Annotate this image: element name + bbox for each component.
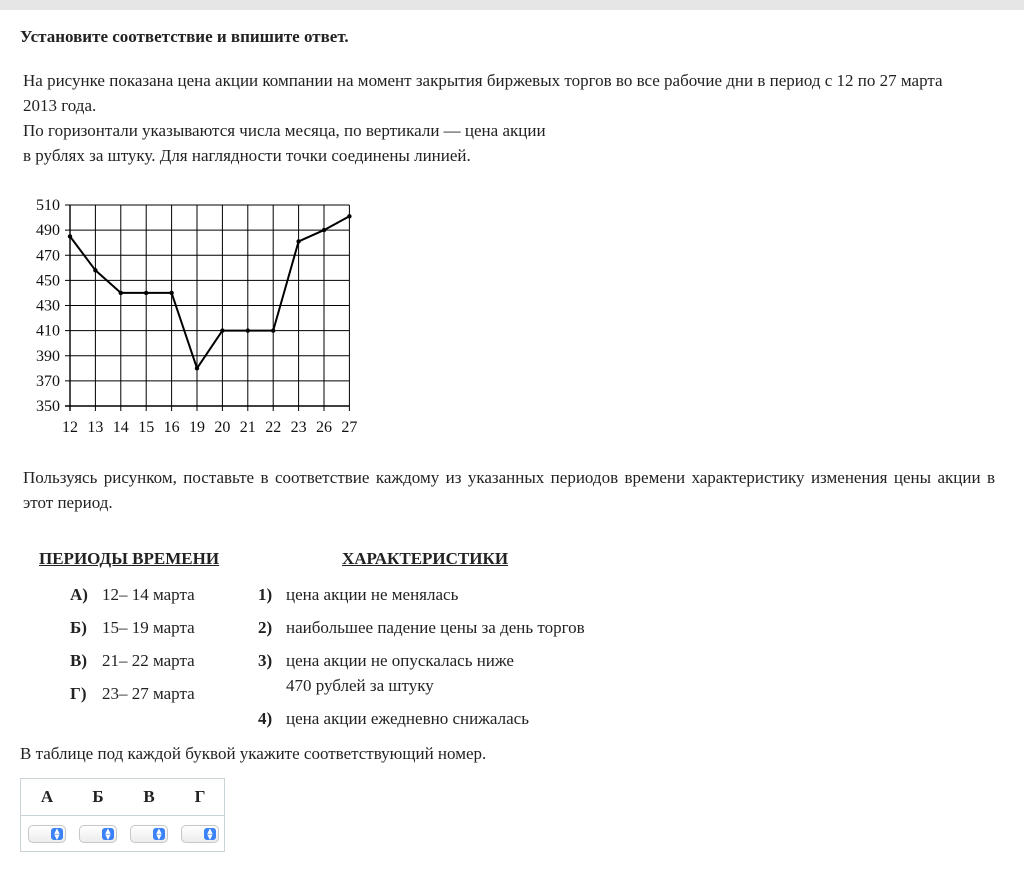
characteristic-text: цена акции ежедневно снижалась <box>286 709 529 728</box>
period-text: 21– 22 марта <box>102 651 195 670</box>
answer-label-v: В <box>143 787 155 806</box>
intro-text <box>23 68 1013 168</box>
stepper-arrows-icon: ▲ ▼ <box>51 828 63 840</box>
x-tick-label: 13 <box>87 419 104 436</box>
x-tick-label: 14 <box>112 419 129 436</box>
characteristic-4 <box>286 706 529 731</box>
characteristic-number: 2) <box>258 618 273 637</box>
period-text: 23– 27 марта <box>102 684 195 703</box>
x-tick-label: 20 <box>214 419 231 436</box>
period-letter: А) <box>70 585 88 604</box>
y-tick-label: 370 <box>36 372 60 390</box>
characteristic-number: 1) <box>258 585 273 604</box>
y-tick-label: 350 <box>36 398 60 415</box>
x-tick-label: 23 <box>290 419 307 436</box>
answer-table <box>20 778 225 852</box>
characteristic-text: цена акции не менялась <box>286 585 459 604</box>
period-letter: В) <box>70 651 87 670</box>
period-letter: Б) <box>70 618 87 637</box>
characteristic-1 <box>286 582 458 607</box>
data-point <box>169 291 173 295</box>
data-point <box>220 328 224 332</box>
intro-line-2: 2013 года. <box>23 96 97 115</box>
characteristic-text: цена акции не опускалась ниже <box>286 651 514 670</box>
x-tick-label: 19 <box>189 419 205 436</box>
period-b <box>70 618 195 638</box>
x-tick-labels <box>62 419 357 436</box>
x-tick-label: 12 <box>62 419 78 436</box>
stock-price-chart <box>20 190 365 440</box>
data-point <box>144 291 148 295</box>
period-g <box>70 684 195 704</box>
x-tick-label: 16 <box>163 419 180 436</box>
characteristic-text: наибольшее падение цены за день торгов <box>286 618 585 637</box>
data-point <box>195 366 199 370</box>
period-v <box>70 651 195 671</box>
characteristic-number: 4) <box>258 709 273 728</box>
x-tick-label: 21 <box>239 419 256 436</box>
instruction-text: В таблице под каждой буквой укажите соответствующий номер. <box>20 744 487 763</box>
period-text: 12– 14 марта <box>102 585 195 604</box>
x-tick-label: 27 <box>341 419 358 436</box>
stepper-arrows-icon: ▲ ▼ <box>153 828 165 840</box>
intro-line-1: На рисунке показана цена акции компании на момент закрытия биржевых торгов во все рабочие дни в период с 12 по 27 марта <box>23 71 943 90</box>
task-heading: Установите соответствие и впишите ответ. <box>20 27 349 46</box>
y-tick-label: 470 <box>36 247 60 265</box>
intro-line-4: в рублях за штуку. Для наглядности точки соединены линией. <box>23 146 471 165</box>
answer-label-a: А <box>40 787 54 806</box>
answer-label-b: Б <box>92 787 104 806</box>
task-text: Пользуясь рисунком, поставьте в соответствие каждому из указанных периодов времени характеристику изменения цены акции в этот период. <box>23 468 995 512</box>
data-point <box>68 234 72 238</box>
characteristics-header: ХАРАКТЕРИСТИКИ <box>342 549 509 568</box>
characteristic-2 <box>286 615 585 640</box>
price-line <box>70 216 349 368</box>
answer-label-g: Г <box>194 787 206 806</box>
characteristic-3 <box>286 648 514 698</box>
y-tick-labels <box>36 197 60 415</box>
y-tick-label: 510 <box>36 197 60 214</box>
period-text: 15– 19 марта <box>102 618 195 637</box>
intro-line-3: По горизонтали указываются числа месяца, по вертикали — цена акции <box>23 121 546 140</box>
chart-grid <box>65 205 349 411</box>
data-point <box>271 328 275 332</box>
characteristic-number: 3) <box>258 651 273 670</box>
x-tick-label: 26 <box>316 419 332 436</box>
x-tick-label: 22 <box>265 419 282 436</box>
data-point <box>93 268 97 272</box>
stepper-arrows-icon: ▲ ▼ <box>102 828 114 840</box>
period-a <box>70 585 195 605</box>
answer-select-v[interactable] <box>130 825 168 843</box>
periods-header: ПЕРИОДЫ ВРЕМЕНИ <box>39 549 220 568</box>
y-tick-label: 430 <box>36 297 60 315</box>
period-letter: Г) <box>70 684 87 703</box>
data-point <box>246 328 250 332</box>
table-divider <box>21 815 224 816</box>
answer-select-a[interactable] <box>28 825 66 843</box>
data-point <box>347 214 351 218</box>
characteristic-text-line-2: 470 рублей за штуку <box>286 676 434 695</box>
x-tick-label: 15 <box>138 419 155 436</box>
top-bar <box>0 0 1024 10</box>
data-point <box>322 228 326 232</box>
y-tick-label: 490 <box>36 222 60 240</box>
answer-select-b[interactable] <box>79 825 117 843</box>
stepper-arrows-icon: ▲ ▼ <box>204 828 216 840</box>
y-tick-label: 390 <box>36 347 60 365</box>
data-point <box>119 291 123 295</box>
y-tick-label: 450 <box>36 272 60 290</box>
data-point <box>296 239 300 243</box>
answer-select-g[interactable] <box>181 825 219 843</box>
y-tick-label: 410 <box>36 322 60 340</box>
